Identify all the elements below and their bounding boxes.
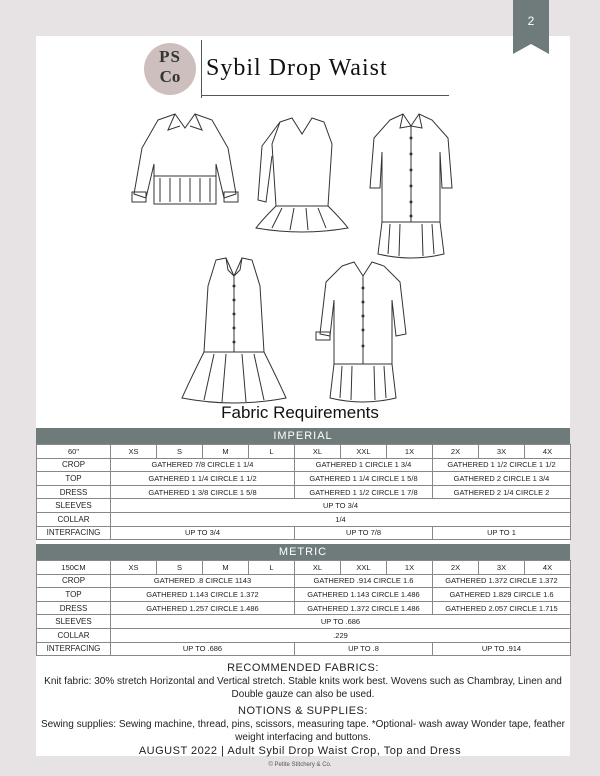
row-label: DRESS bbox=[37, 485, 111, 499]
header-cell: 60" bbox=[37, 445, 111, 459]
brand-logo bbox=[144, 43, 196, 95]
table-cell: GATHERED 1 3/8 CIRCLE 1 5/8 bbox=[111, 485, 295, 499]
row-label: COLLAR bbox=[37, 512, 111, 526]
row-label: SLEEVES bbox=[37, 499, 111, 513]
table-row bbox=[37, 485, 571, 499]
table-cell: GATHERED 1.257 CIRCLE 1.486 bbox=[111, 601, 295, 615]
table-row bbox=[37, 458, 571, 472]
header-cell: 2X bbox=[433, 445, 479, 459]
metric-band: METRIC bbox=[36, 544, 570, 560]
table-cell: GATHERED .914 CIRCLE 1.6 bbox=[295, 574, 433, 588]
table-cell: GATHERED 1 1/4 CIRCLE 1 1/2 bbox=[111, 472, 295, 486]
header-divider-vertical bbox=[201, 40, 202, 98]
table-cell: .229 bbox=[111, 628, 571, 642]
table-cell: UP TO 3/4 bbox=[111, 499, 571, 513]
header-cell: XL bbox=[295, 445, 341, 459]
table-cell: GATHERED 1.372 CIRCLE 1.372 bbox=[433, 574, 571, 588]
table-row bbox=[37, 642, 571, 656]
table-row bbox=[37, 499, 571, 513]
logo-line-1: PS bbox=[159, 47, 181, 66]
table-cell: GATHERED 1.829 CIRCLE 1.6 bbox=[433, 588, 571, 602]
table-cell: UP TO .914 bbox=[433, 642, 571, 656]
table-row bbox=[37, 512, 571, 526]
header-cell: XXL bbox=[341, 561, 387, 575]
imperial-band: IMPERIAL bbox=[36, 428, 570, 444]
pattern-title: Sybil Drop Waist bbox=[206, 55, 388, 81]
page-number-tab bbox=[513, 0, 549, 44]
row-label: DRESS bbox=[37, 601, 111, 615]
top-sketch bbox=[252, 116, 352, 234]
table-cell: GATHERED 1 1/4 CIRCLE 1 5/8 bbox=[295, 472, 433, 486]
row-label: SLEEVES bbox=[37, 615, 111, 629]
table-row bbox=[37, 601, 571, 615]
row-label: INTERFACING bbox=[37, 642, 111, 656]
fabric-requirements-title: Fabric Requirements bbox=[221, 403, 379, 422]
table-row bbox=[37, 628, 571, 642]
header-cell: L bbox=[249, 561, 295, 575]
table-cell: GATHERED 2 CIRCLE 1 3/4 bbox=[433, 472, 571, 486]
table-header-row bbox=[37, 561, 571, 575]
dress-sketch bbox=[356, 112, 466, 262]
table-cell: GATHERED 7/8 CIRCLE 1 1/4 bbox=[111, 458, 295, 472]
metric-table bbox=[36, 560, 571, 656]
header-divider-horizontal bbox=[201, 95, 449, 96]
header-cell: L bbox=[249, 445, 295, 459]
table-cell: GATHERED 1.143 CIRCLE 1.372 bbox=[111, 588, 295, 602]
table-cell: UP TO .686 bbox=[111, 615, 571, 629]
header-cell: XL bbox=[295, 561, 341, 575]
row-label: INTERFACING bbox=[37, 526, 111, 540]
header-cell: XXL bbox=[341, 445, 387, 459]
table-cell: UP TO .686 bbox=[111, 642, 295, 656]
table-cell: UP TO 1 bbox=[433, 526, 571, 540]
header-cell: 4X bbox=[525, 445, 571, 459]
header-cell: 4X bbox=[525, 561, 571, 575]
table-cell: 1/4 bbox=[111, 512, 571, 526]
header-cell: 3X bbox=[479, 561, 525, 575]
table-row bbox=[37, 574, 571, 588]
copyright: © Petite Stitchery & Co. bbox=[268, 762, 332, 768]
page-number: 2 bbox=[527, 14, 535, 28]
header-cell: 1X bbox=[387, 561, 433, 575]
table-cell: UP TO 3/4 bbox=[111, 526, 295, 540]
table-row bbox=[37, 588, 571, 602]
sleeveless-dress-sketch bbox=[178, 256, 290, 406]
notions-heading: NOTIONS & SUPPLIES: bbox=[238, 705, 368, 717]
header-cell: S bbox=[157, 445, 203, 459]
recommended-fabrics-line-2: Double gauze can also be used. bbox=[231, 689, 375, 700]
table-cell: GATHERED 1.143 CIRCLE 1.486 bbox=[295, 588, 433, 602]
row-label: COLLAR bbox=[37, 628, 111, 642]
crop-sketch bbox=[128, 108, 242, 210]
row-label: CROP bbox=[37, 458, 111, 472]
table-cell: GATHERED 2 1/4 CIRCLE 2 bbox=[433, 485, 571, 499]
recommended-fabrics-heading: RECOMMENDED FABRICS: bbox=[227, 662, 379, 674]
recommended-fabrics-line-1: Knit fabric: 30% stretch Horizontal and Vertical stretch. Stable knits work best. Wovens such as Chambray, Linen and bbox=[44, 676, 562, 687]
table-cell: GATHERED 1 CIRCLE 1 3/4 bbox=[295, 458, 433, 472]
table-row bbox=[37, 472, 571, 486]
table-cell: GATHERED 1 1/2 CIRCLE 1 1/2 bbox=[433, 458, 571, 472]
header-cell: S bbox=[157, 561, 203, 575]
table-cell: GATHERED .8 CIRCLE 1143 bbox=[111, 574, 295, 588]
header-cell: M bbox=[203, 445, 249, 459]
footer-caption: AUGUST 2022 | Adult Sybil Drop Waist Crop, Top and Dress bbox=[138, 745, 462, 757]
row-label: TOP bbox=[37, 588, 111, 602]
row-label: TOP bbox=[37, 472, 111, 486]
logo-line-2: Co bbox=[159, 67, 181, 86]
header-cell: XS bbox=[111, 445, 157, 459]
table-header-row bbox=[37, 445, 571, 459]
table-cell: UP TO 7/8 bbox=[295, 526, 433, 540]
table-cell: UP TO .8 bbox=[295, 642, 433, 656]
back-dress-sketch bbox=[308, 260, 418, 406]
header-cell: 3X bbox=[479, 445, 525, 459]
header-cell: 2X bbox=[433, 561, 479, 575]
row-label: CROP bbox=[37, 574, 111, 588]
table-row bbox=[37, 526, 571, 540]
table-cell: GATHERED 1 1/2 CIRCLE 1 7/8 bbox=[295, 485, 433, 499]
header-cell: M bbox=[203, 561, 249, 575]
notions-line-1: Sewing supplies: Sewing machine, thread, pins, scissors, measuring tape. *Optional- wash away Wonder tape, feather bbox=[41, 719, 565, 730]
imperial-table bbox=[36, 444, 571, 540]
header-cell: 1X bbox=[387, 445, 433, 459]
table-cell: GATHERED 2.057 CIRCLE 1.715 bbox=[433, 601, 571, 615]
table-cell: GATHERED 1.372 CIRCLE 1.486 bbox=[295, 601, 433, 615]
notions-line-2: weight interfacing and buttons. bbox=[235, 732, 371, 743]
header-cell: 150CM bbox=[37, 561, 111, 575]
table-row bbox=[37, 615, 571, 629]
header-cell: XS bbox=[111, 561, 157, 575]
